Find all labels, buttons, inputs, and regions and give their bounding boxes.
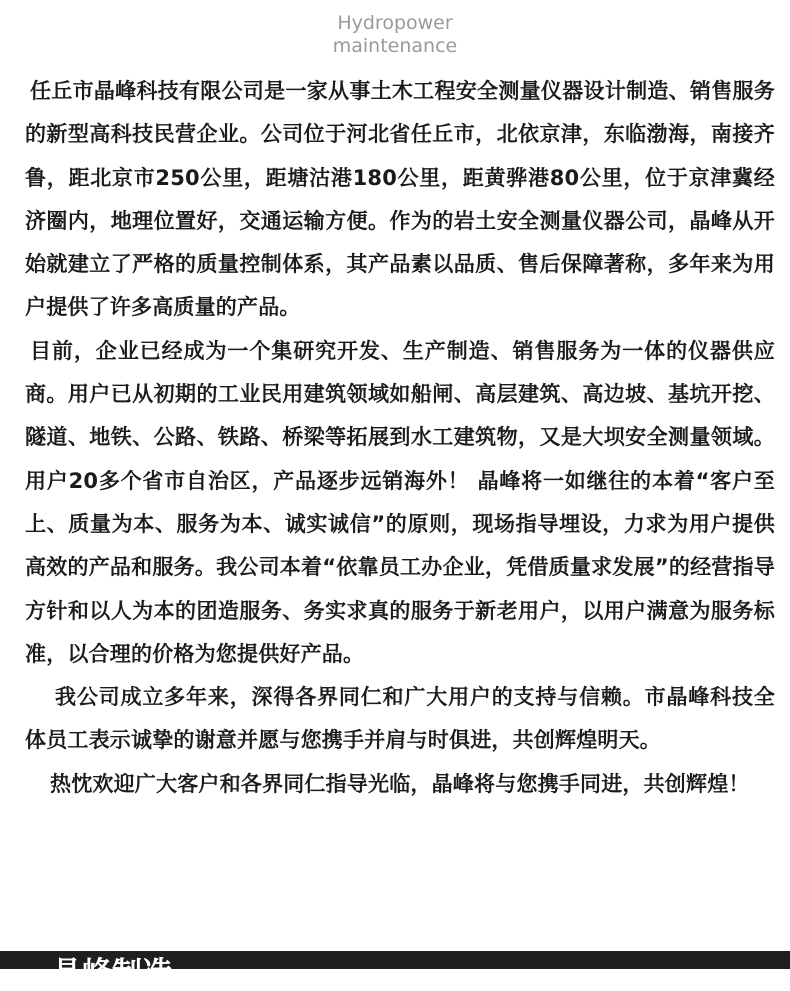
intro-paragraph-3: 我公司成立多年来，深得各界同仁和广大用户的支持与信赖。市晶峰科技全体员工表示诚挚的谢意并愿与您携手并肩与时俱进，共创辉煌明天。	[25, 685, 775, 753]
page-header	[0, 12, 790, 58]
section-banner	[0, 951, 790, 991]
section-title: 晶峰制造	[52, 956, 172, 991]
header-title-line1: Hydropower	[337, 12, 453, 34]
company-intro-text	[25, 70, 775, 806]
intro-paragraph-4: 热忱欢迎广大客户和各界同仁指导光临，晶峰将与您携手同进，共创辉煌！	[50, 771, 750, 796]
intro-paragraph-1: 任丘市晶峰科技有限公司是一家从事土木工程安全测量仪器设计制造、销售服务的新型高科技民营企业。公司位于河北省任丘市，北依京津，东临渤海，南接齐鲁，距北京市250公里，距塘沽港180公里，距黄骅港80公里，位于京津冀经济圈内，地理位置好，交通运输方便。作为的岩土安全测量仪器公司，晶峰从开始就建立了严格的质量控制体系，其产品素以品质、售后保障著称，多年来为用户提供了许多高质量的产品。	[25, 79, 775, 320]
intro-paragraph-2: 目前，企业已经成为一个集研究开发、生产制造、销售服务为一体的仪器供应商。用户已从初期的工业民用建筑领域如船闸、高层建筑、高边坡、基坑开挖、隧道、地铁、公路、铁路、桥梁等拓展到水工建筑物，又是大坝安全测量领域。用户20多个省市自治区，产品逐步远销海外！ 晶峰将一如继往的本着“客户至上、质量为本、服务为本、诚实诚信”的原则，现场指导埋设，力求为用户提供高效的产品和服务。我公司本着“依靠员工办企业，凭借质量求发展”的经营指导方针和以人为本的团造服务、务实求真的服务于新老用户，以用户满意为服务标准，以合理的价格为您提供好产品。	[25, 338, 775, 666]
header-title-line2: maintenance	[332, 35, 458, 57]
